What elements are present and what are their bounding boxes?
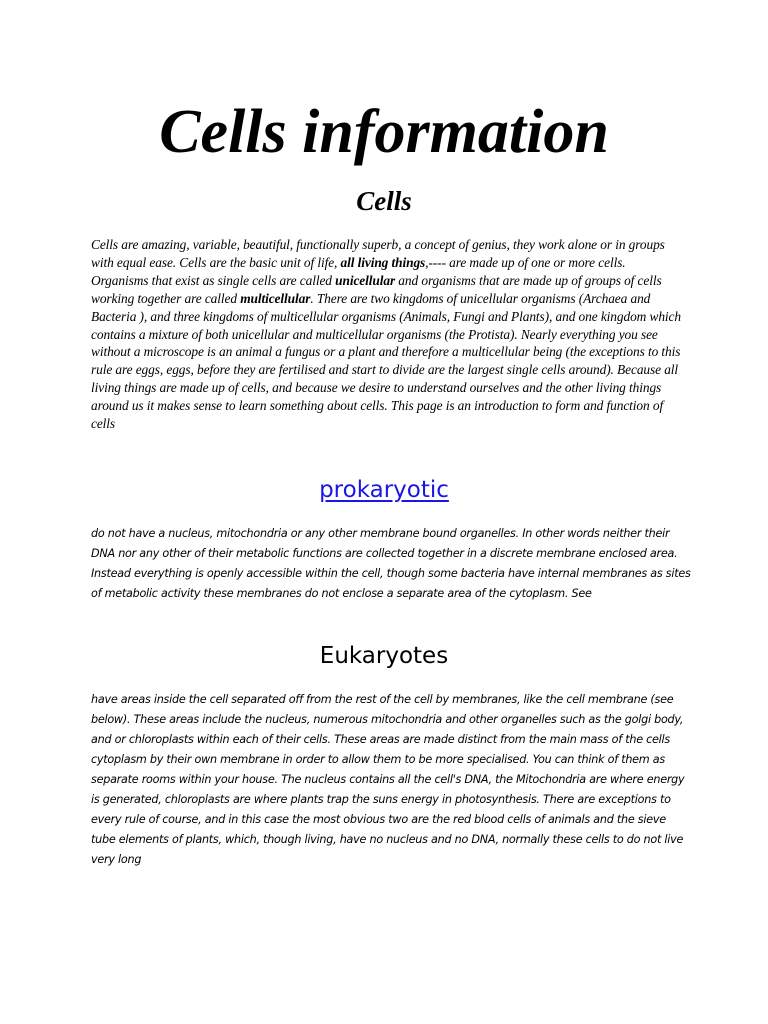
bold-all-living-things: all living things: [340, 254, 426, 270]
eukaryotes-heading: Eukaryotes: [319, 643, 449, 669]
bold-unicellular: unicellular: [335, 272, 396, 288]
intro-text-4: . There are two kingdoms of unicellular organisms (Archaea and Bacteria ), and three kingdoms of multicellular organisms (Animals, Fungi and Plants), and one kingdom which contains a mixture of both unicellular and multicellular organisms (the Protista). Nearly everything you see without a microscope is an animal a fungus or a plant and therefore a multicellular being (the exceptions to this rule are eggs, eggs, before they are fertilised and start to divide are the largest single cells around). Because all living things are made up of cells, and because we desire to understand ourselves and the other living things around us it makes sense to learn something about cells. This page is an introduction to form and function of cells: [91, 290, 681, 432]
intro-text-1: Cells are amazing, variable, beautiful, functionally superb, a concept of genius, they work alone or in groups with equal ease. Cells are the basic unit of life,: [91, 237, 665, 270]
bold-multicellular: multicellular: [240, 290, 311, 306]
prokaryotic-heading: [0, 474, 768, 506]
intro-paragraph: [91, 236, 683, 433]
eukaryotes-paragraph: have areas inside the cell separated off from the rest of the cell by membranes, like the cell membrane (see below). These areas include the nucleus, numerous mitochondria and other organelles such as the golgi body, and or chloroplasts within each of their cells. These areas are made distinct from the main mass of the cells cytoplasm by their own membrane in order to allow them to be more specialised. You can think of them as separate rooms within your house. The nucleus contains all the cell's DNA, the Mitochondria are where energy is generated, chloroplasts are where plants trap the suns energy in photosynthesis. There are exceptions to every rule of course, and in this case the most obvious two are the red blood cells of animals and the sieve tube elements of plants, which, though living, have no nucleus and no DNA, normally these cells to do not live very long: [91, 693, 685, 866]
section-title-cells: Cells: [356, 186, 412, 216]
prokaryotic-paragraph: do not have a nucleus, mitochondria or any other membrane bound organelles. In other words neither their DNA nor any other of their metabolic functions are collected together in a discrete membrane enclosed area. Instead everything is openly accessible within the cell, though some bacteria have internal membranes as sites of metabolic activity these membranes do not enclose a separate area of the cytoplasm. See: [91, 527, 691, 600]
intro-text-2: ,---- are made up of one or more cells. Organisms that exist as single cells are called: [91, 254, 626, 288]
page-title: Cells information: [159, 98, 609, 166]
intro-text-3: and organisms that are made up of groups of cells working together are called: [91, 272, 662, 306]
prokaryotic-link[interactable]: prokaryotic: [319, 477, 449, 503]
